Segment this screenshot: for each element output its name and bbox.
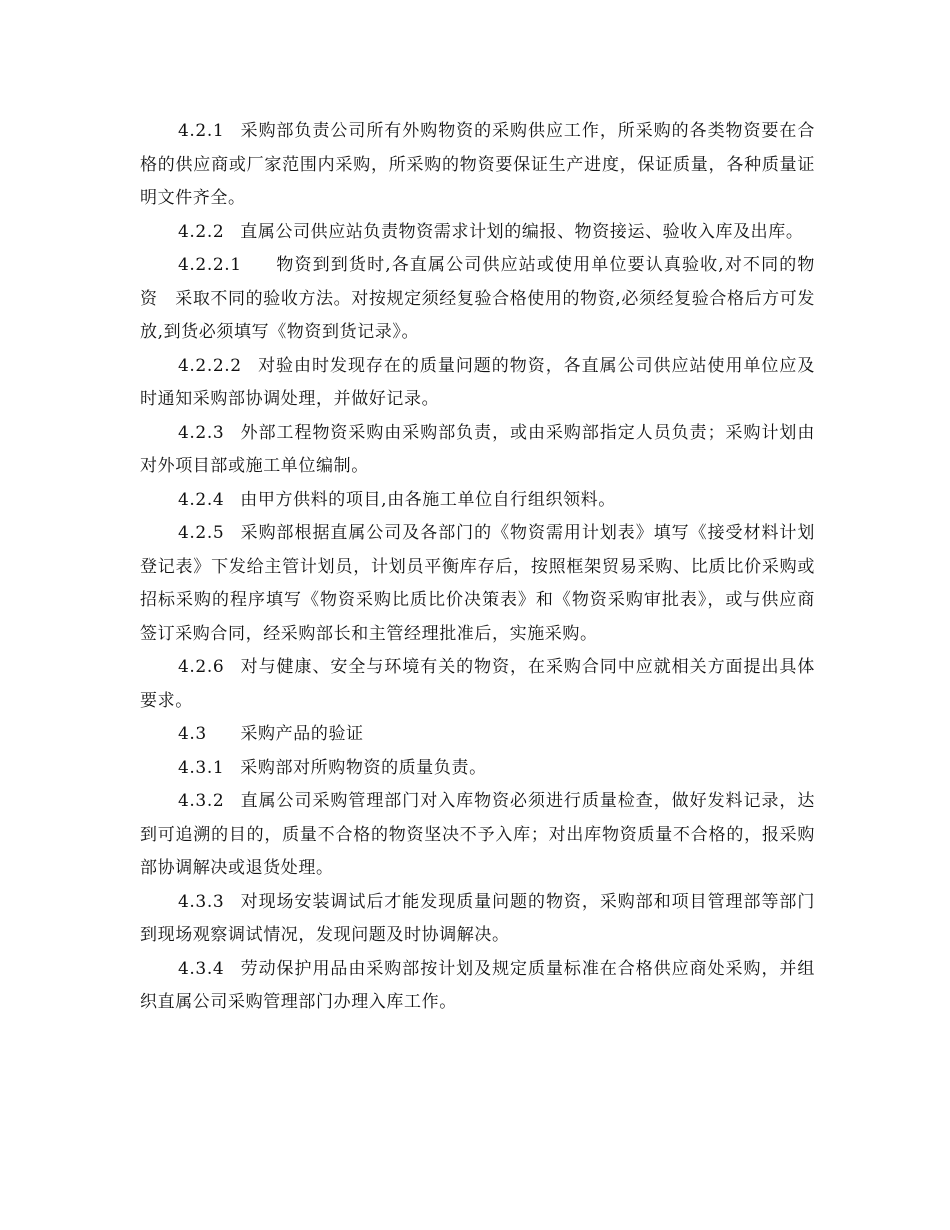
section-number: 4.3.3 <box>178 891 225 912</box>
paragraph-text: 劳动保护用品由采购部按计划及规定质量标准在合格供应商处采购，并组织直属公司采购管理部门办理入库工作。 <box>140 958 815 1012</box>
paragraph-text: 采购部负责公司所有外购物资的采购供应工作，所采购的各类物资要在合格的供应商或厂家范围内采购，所采购的物资要保证生产进度，保证质量，各种质量证明文件齐全。 <box>140 121 815 208</box>
paragraph-4-3-3 <box>140 886 815 953</box>
section-number: 4.3 <box>178 724 207 744</box>
paragraph-4-2-2-1 <box>140 249 815 350</box>
paragraph-4-2-1 <box>140 115 815 216</box>
section-number: 4.2.3 <box>178 422 225 443</box>
paragraph-4-2-6 <box>140 651 815 718</box>
paragraph-text: 对与健康、安全与环境有关的物资，在采购合同中应就相关方面提出具体要求。 <box>140 657 815 711</box>
paragraph-4-3-4 <box>140 953 815 1020</box>
paragraph-text: 物资到到货时,各直属公司供应站或使用单位要认真验收,对不同的物资 采取不同的验收方法。对按规定须经复验合格使用的物资,必须经复验合格后方可发放,到货必须填写《物资到货记录》。 <box>140 255 815 342</box>
section-number: 4.2.2.2 <box>178 355 242 376</box>
section-number: 4.3.1 <box>178 757 225 778</box>
section-number: 4.2.5 <box>178 523 225 543</box>
paragraph-text: 对验由时发现存在的质量问题的物资，各直属公司供应站使用单位应及时通知采购部协调处理，并做好记录。 <box>140 355 815 409</box>
paragraph-4-3-2 <box>140 785 815 886</box>
paragraph-4-3-1 <box>140 752 815 786</box>
section-number: 4.2.1 <box>178 121 225 141</box>
paragraph-4-2-4 <box>140 484 815 518</box>
paragraph-text: 外部工程物资采购由采购部负责，或由采购部指定人员负责；采购计划由对外项目部或施工单位编制。 <box>140 422 815 476</box>
paragraph-text: 采购部对所购物资的质量负责。 <box>240 757 487 778</box>
section-number: 4.3.4 <box>178 958 225 979</box>
paragraph-text: 对现场安装调试后才能发现质量问题的物资，采购部和项目管理部等部门到现场观察调试情况，发现问题及时协调解决。 <box>140 891 815 945</box>
paragraph-4-2-2-2 <box>140 350 815 417</box>
section-number: 4.2.4 <box>178 489 225 510</box>
paragraph-4-2-2 <box>140 216 815 250</box>
document-body <box>140 115 815 1020</box>
section-number: 4.2.2 <box>178 221 225 242</box>
paragraph-text: 直属公司采购管理部门对入库物资必须进行质量检查，做好发料记录，达到可追溯的目的，质量不合格的物资坚决不予入库；对出库物资质量不合格的，报采购部协调解决或退货处理。 <box>140 791 815 878</box>
section-heading-text: 采购产品的验证 <box>222 724 364 744</box>
paragraph-text: 直属公司供应站负责物资需求计划的编报、物资接运、验收入库及出库。 <box>240 221 804 242</box>
section-heading-4-3 <box>140 718 815 752</box>
section-number: 4.2.6 <box>178 657 225 677</box>
paragraph-4-2-3 <box>140 417 815 484</box>
section-number: 4.3.2 <box>178 791 225 811</box>
paragraph-text: 采购部根据直属公司及各部门的《物资需用计划表》填写《接受材料计划登记表》下发给主管计划员，计划员平衡库存后，按照框架贸易采购、比质比价采购或招标采购的程序填写《物资采购比质比价决策表》和《物资采购审批表》，或与供应商签订采购合同，经采购部长和主管经理批准后，实施采购。 <box>140 523 815 644</box>
section-number: 4.2.2.1 <box>178 255 242 275</box>
paragraph-text: 由甲方供料的项目,由各施工单位自行组织领料。 <box>240 489 616 510</box>
paragraph-4-2-5 <box>140 517 815 651</box>
